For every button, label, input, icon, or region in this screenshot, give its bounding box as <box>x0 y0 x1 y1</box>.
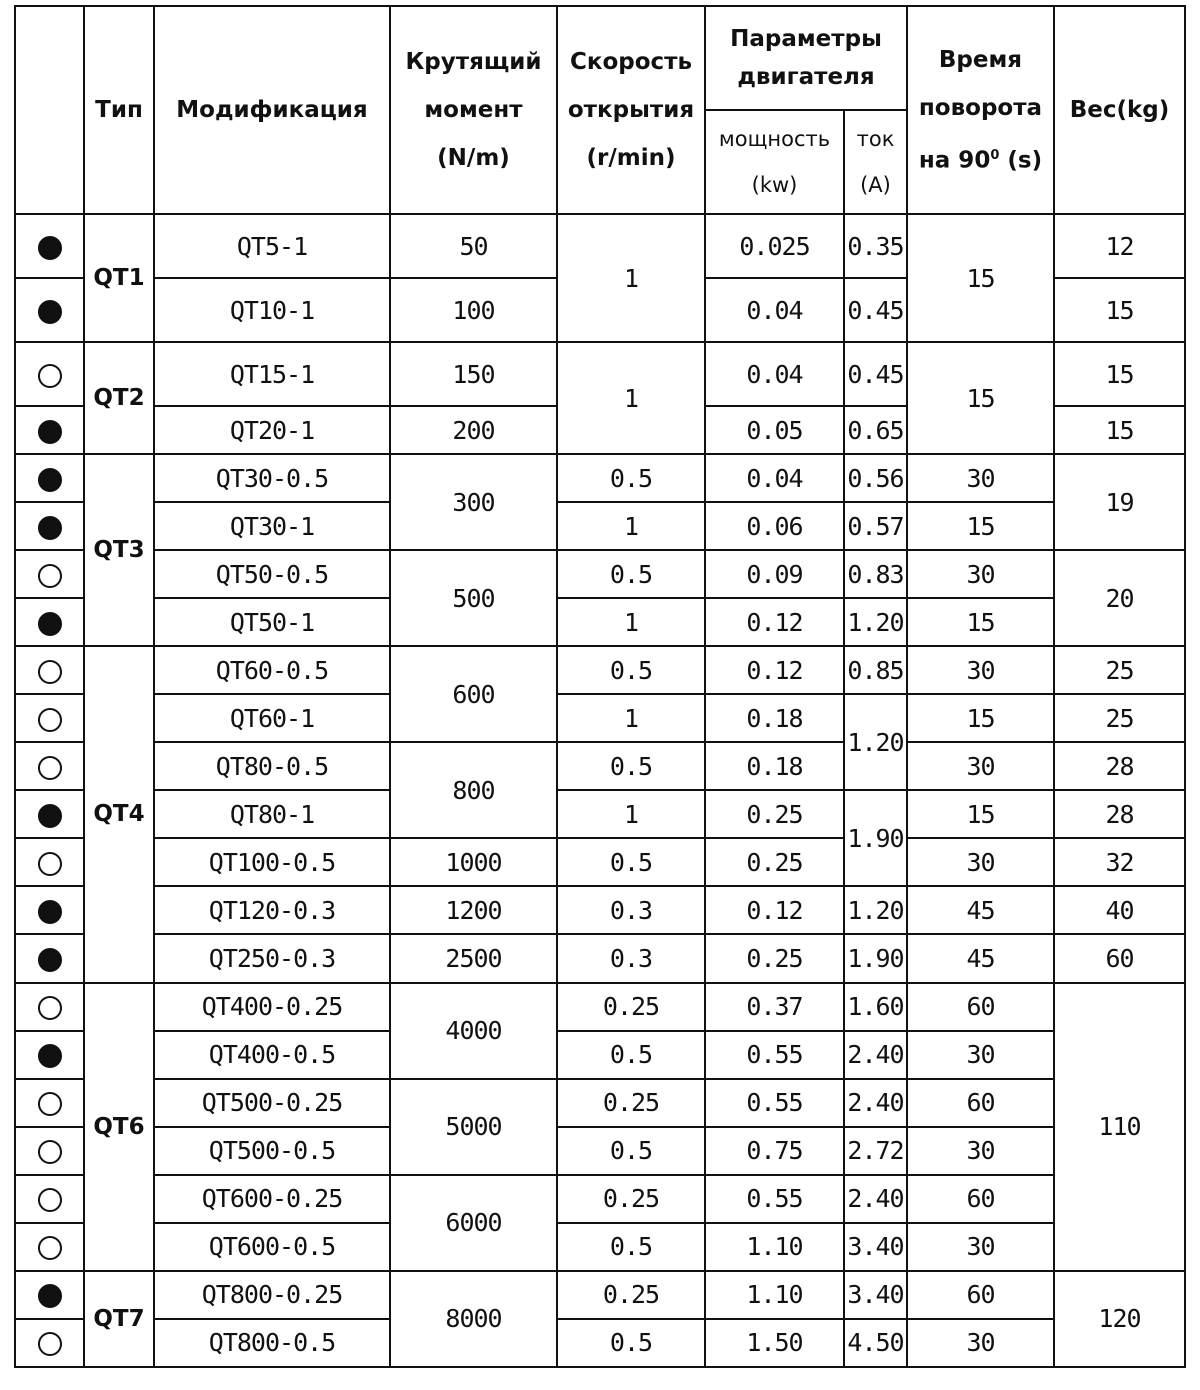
current-cell: 0.85 <box>844 646 907 694</box>
status-dot <box>38 948 62 972</box>
rotation-time-cell: 15 <box>907 694 1054 742</box>
motor-header-line: Параметры <box>730 26 882 52</box>
speed-cell: 0.5 <box>557 1223 705 1271</box>
status-cell <box>15 214 84 278</box>
status-cell <box>15 1223 84 1271</box>
weight-cell: 20 <box>1054 550 1185 646</box>
rotation-time-cell: 60 <box>907 1175 1054 1223</box>
weight-cell: 12 <box>1054 214 1185 278</box>
status-cell <box>15 1127 84 1175</box>
speed-cell: 1 <box>557 790 705 838</box>
power-cell: 0.12 <box>705 598 844 646</box>
speed-cell: 0.5 <box>557 1319 705 1367</box>
current-header <box>844 110 907 214</box>
power-cell: 0.12 <box>705 646 844 694</box>
power-cell: 0.55 <box>705 1079 844 1127</box>
speed-cell: 0.5 <box>557 838 705 886</box>
speed-cell: 0.25 <box>557 983 705 1031</box>
current-cell: 3.40 <box>844 1223 907 1271</box>
weight-cell: 120 <box>1054 1271 1185 1367</box>
model-cell: QT30-1 <box>154 502 390 550</box>
power-cell: 0.06 <box>705 502 844 550</box>
weight-cell: 25 <box>1054 646 1185 694</box>
status-dot <box>38 996 62 1020</box>
status-dot <box>38 300 62 324</box>
rotation-time-cell: 30 <box>907 454 1054 502</box>
current-cell: 2.40 <box>844 1175 907 1223</box>
speed-cell: 0.5 <box>557 1031 705 1079</box>
power-cell: 1.10 <box>705 1223 844 1271</box>
type-header: Тип <box>84 6 154 214</box>
rotation-time-cell: 30 <box>907 646 1054 694</box>
power-cell: 0.05 <box>705 406 844 454</box>
status-cell <box>15 886 84 934</box>
current-header-unit: (A) <box>860 173 891 197</box>
model-cell: QT5-1 <box>154 214 390 278</box>
model-cell: QT50-0.5 <box>154 550 390 598</box>
power-header-unit: (kw) <box>751 173 798 197</box>
weight-cell: 19 <box>1054 454 1185 550</box>
model-cell: QT60-0.5 <box>154 646 390 694</box>
current-cell: 0.57 <box>844 502 907 550</box>
status-cell <box>15 550 84 598</box>
status-dot <box>38 900 62 924</box>
status-dot <box>38 852 62 876</box>
model-cell: QT600-0.5 <box>154 1223 390 1271</box>
current-cell: 0.56 <box>844 454 907 502</box>
model-cell: QT100-0.5 <box>154 838 390 886</box>
speed-header <box>557 6 705 214</box>
speed-cell: 0.25 <box>557 1271 705 1319</box>
speed-header-unit: (r/min) <box>586 145 676 171</box>
torque-cell: 50 <box>390 214 557 278</box>
rotation-time-cell: 30 <box>907 550 1054 598</box>
rotation-time-cell: 15 <box>907 790 1054 838</box>
status-cell <box>15 790 84 838</box>
current-cell: 1.60 <box>844 983 907 1031</box>
speed-cell: 1 <box>557 598 705 646</box>
status-cell <box>15 502 84 550</box>
model-cell: QT800-0.5 <box>154 1319 390 1367</box>
speed-cell: 1 <box>557 502 705 550</box>
status-dot <box>38 1332 62 1356</box>
status-header <box>15 6 84 214</box>
power-cell: 0.75 <box>705 1127 844 1175</box>
power-cell: 0.25 <box>705 790 844 838</box>
weight-cell: 15 <box>1054 342 1185 406</box>
status-cell <box>15 1079 84 1127</box>
current-cell: 1.90 <box>844 790 907 886</box>
motor-header-line: двигателя <box>737 64 875 90</box>
current-cell: 1.20 <box>844 694 907 790</box>
rotation-time-cell: 45 <box>907 934 1054 982</box>
speed-cell: 0.25 <box>557 1079 705 1127</box>
torque-cell: 6000 <box>390 1175 557 1271</box>
rotation-time-cell: 30 <box>907 838 1054 886</box>
status-cell <box>15 342 84 406</box>
status-dot <box>38 1236 62 1260</box>
model-cell: QT500-0.5 <box>154 1127 390 1175</box>
model-cell: QT500-0.25 <box>154 1079 390 1127</box>
current-cell: 4.50 <box>844 1319 907 1367</box>
motor-params-header <box>705 6 907 110</box>
speed-cell: 1 <box>557 694 705 742</box>
speed-cell: 0.5 <box>557 742 705 790</box>
model-cell: QT400-0.25 <box>154 983 390 1031</box>
model-cell: QT20-1 <box>154 406 390 454</box>
status-dot <box>38 420 62 444</box>
weight-cell: 40 <box>1054 886 1185 934</box>
rotation-time-cell: 30 <box>907 1319 1054 1367</box>
torque-cell: 2500 <box>390 934 557 982</box>
speed-cell: 0.5 <box>557 550 705 598</box>
status-cell <box>15 1271 84 1319</box>
current-cell: 1.20 <box>844 598 907 646</box>
rotation-header-line <box>908 132 1053 185</box>
status-dot <box>38 804 62 828</box>
status-cell <box>15 406 84 454</box>
speed-cell: 0.5 <box>557 454 705 502</box>
current-cell: 1.20 <box>844 886 907 934</box>
status-dot <box>38 612 62 636</box>
torque-cell: 800 <box>390 742 557 838</box>
weight-cell: 15 <box>1054 406 1185 454</box>
rotation-time-cell: 60 <box>907 1079 1054 1127</box>
rotation-time-header <box>907 6 1054 214</box>
torque-cell: 1000 <box>390 838 557 886</box>
speed-cell: 0.5 <box>557 1127 705 1175</box>
rotation-time-cell: 30 <box>907 1127 1054 1175</box>
power-cell: 0.18 <box>705 742 844 790</box>
status-cell <box>15 598 84 646</box>
power-cell: 0.04 <box>705 278 844 342</box>
status-dot <box>38 1284 62 1308</box>
status-cell <box>15 454 84 502</box>
rotation-header-line: поворота <box>918 94 1043 121</box>
current-header-label: ток <box>856 127 895 151</box>
speed-header-line: открытия <box>567 97 695 123</box>
degree-mark: 0 <box>990 147 1000 163</box>
model-cell: QT10-1 <box>154 278 390 342</box>
model-cell: QT250-0.3 <box>154 934 390 982</box>
model-cell: QT50-1 <box>154 598 390 646</box>
current-cell: 0.65 <box>844 406 907 454</box>
power-header-label: мощность <box>718 127 831 151</box>
status-dot <box>38 756 62 780</box>
status-dot <box>38 516 62 540</box>
torque-header <box>390 6 557 214</box>
current-cell: 0.83 <box>844 550 907 598</box>
modification-header: Модификация <box>154 6 390 214</box>
rotation-header-unit: (s) <box>1007 147 1043 174</box>
torque-cell: 8000 <box>390 1271 557 1367</box>
current-cell: 0.45 <box>844 342 907 406</box>
power-cell: 0.55 <box>705 1031 844 1079</box>
weight-cell: 15 <box>1054 278 1185 342</box>
model-cell: QT80-1 <box>154 790 390 838</box>
status-cell <box>15 694 84 742</box>
power-cell: 0.04 <box>705 342 844 406</box>
torque-cell: 150 <box>390 342 557 406</box>
current-cell: 0.35 <box>844 214 907 278</box>
type-cell: QT7 <box>84 1271 154 1367</box>
status-cell <box>15 278 84 342</box>
weight-cell: 60 <box>1054 934 1185 982</box>
status-dot <box>38 236 62 260</box>
torque-cell: 600 <box>390 646 557 742</box>
power-cell: 0.12 <box>705 886 844 934</box>
speed-cell: 0.3 <box>557 886 705 934</box>
type-cell: QT3 <box>84 454 154 646</box>
current-cell: 2.40 <box>844 1031 907 1079</box>
power-cell: 0.09 <box>705 550 844 598</box>
torque-header-line: момент <box>424 97 523 123</box>
power-cell: 0.04 <box>705 454 844 502</box>
type-cell: QT1 <box>84 214 154 342</box>
status-cell <box>15 1319 84 1367</box>
status-dot <box>38 468 62 492</box>
status-cell <box>15 646 84 694</box>
model-cell: QT600-0.25 <box>154 1175 390 1223</box>
power-cell: 0.37 <box>705 983 844 1031</box>
specification-table <box>14 5 1186 1368</box>
type-cell: QT4 <box>84 646 154 982</box>
weight-cell: 28 <box>1054 790 1185 838</box>
type-cell: QT6 <box>84 983 154 1271</box>
torque-header-line: Крутящий <box>405 49 542 75</box>
status-dot <box>38 1092 62 1116</box>
weight-cell: 25 <box>1054 694 1185 742</box>
model-cell: QT400-0.5 <box>154 1031 390 1079</box>
current-cell: 3.40 <box>844 1271 907 1319</box>
status-dot <box>38 1188 62 1212</box>
rotation-time-cell: 60 <box>907 983 1054 1031</box>
power-header <box>705 110 844 214</box>
status-dot <box>38 364 62 388</box>
weight-header: Вес(kg) <box>1054 6 1185 214</box>
status-cell <box>15 838 84 886</box>
rotation-time-cell: 30 <box>907 1223 1054 1271</box>
status-cell <box>15 1175 84 1223</box>
power-cell: 1.10 <box>705 1271 844 1319</box>
weight-cell: 110 <box>1054 983 1185 1271</box>
speed-cell: 0.25 <box>557 1175 705 1223</box>
power-cell: 0.25 <box>705 934 844 982</box>
model-cell: QT120-0.3 <box>154 886 390 934</box>
torque-cell: 500 <box>390 550 557 646</box>
type-cell: QT2 <box>84 342 154 454</box>
status-cell <box>15 934 84 982</box>
rotation-header-angle: на 90 <box>918 147 991 174</box>
rotation-time-cell: 30 <box>907 742 1054 790</box>
model-cell: QT30-0.5 <box>154 454 390 502</box>
current-cell: 1.90 <box>844 934 907 982</box>
status-dot <box>38 660 62 684</box>
torque-cell: 200 <box>390 406 557 454</box>
model-cell: QT800-0.25 <box>154 1271 390 1319</box>
rotation-time-cell: 15 <box>907 502 1054 550</box>
speed-cell: 1 <box>557 342 705 454</box>
model-cell: QT60-1 <box>154 694 390 742</box>
power-cell: 0.025 <box>705 214 844 278</box>
status-cell <box>15 983 84 1031</box>
rotation-time-cell: 15 <box>907 598 1054 646</box>
torque-cell: 4000 <box>390 983 557 1079</box>
torque-cell: 100 <box>390 278 557 342</box>
rotation-time-cell: 45 <box>907 886 1054 934</box>
torque-header-unit: (N/m) <box>437 145 510 171</box>
status-dot <box>38 1044 62 1068</box>
power-cell: 1.50 <box>705 1319 844 1367</box>
speed-cell: 0.3 <box>557 934 705 982</box>
weight-cell: 28 <box>1054 742 1185 790</box>
speed-header-line: Скорость <box>569 49 693 75</box>
status-cell <box>15 742 84 790</box>
torque-cell: 300 <box>390 454 557 550</box>
rotation-time-cell: 15 <box>907 214 1054 342</box>
model-cell: QT15-1 <box>154 342 390 406</box>
weight-cell: 32 <box>1054 838 1185 886</box>
status-dot <box>38 708 62 732</box>
current-cell: 2.40 <box>844 1079 907 1127</box>
power-cell: 0.25 <box>705 838 844 886</box>
status-dot <box>38 564 62 588</box>
rotation-header-line: Время <box>938 46 1023 73</box>
status-dot <box>38 1140 62 1164</box>
model-cell: QT80-0.5 <box>154 742 390 790</box>
rotation-time-cell: 30 <box>907 1031 1054 1079</box>
current-cell: 0.45 <box>844 278 907 342</box>
current-cell: 2.72 <box>844 1127 907 1175</box>
power-cell: 0.55 <box>705 1175 844 1223</box>
torque-cell: 1200 <box>390 886 557 934</box>
torque-cell: 5000 <box>390 1079 557 1175</box>
rotation-time-cell: 60 <box>907 1271 1054 1319</box>
power-cell: 0.18 <box>705 694 844 742</box>
speed-cell: 0.5 <box>557 646 705 694</box>
speed-cell: 1 <box>557 214 705 342</box>
rotation-time-cell: 15 <box>907 342 1054 454</box>
status-cell <box>15 1031 84 1079</box>
